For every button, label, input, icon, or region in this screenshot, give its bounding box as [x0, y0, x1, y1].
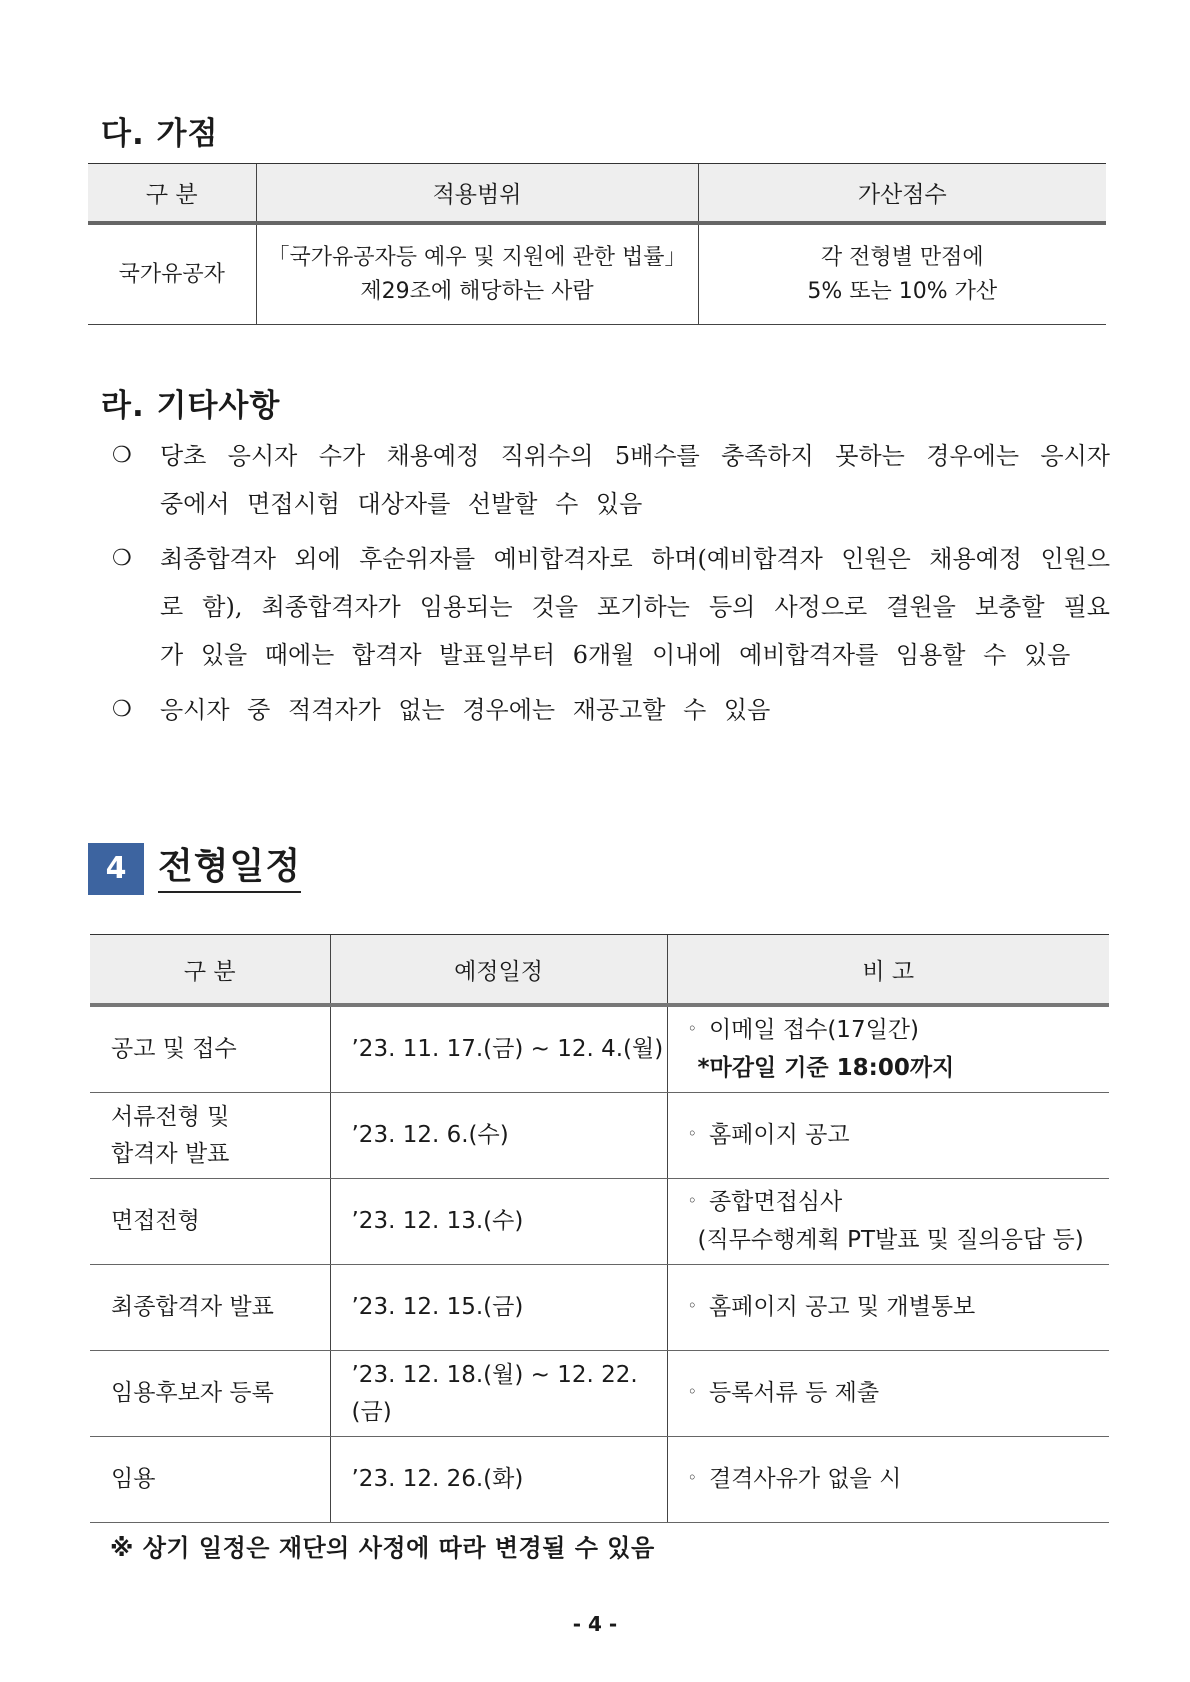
date-cell: ’23. 12. 13.(수) [330, 1179, 667, 1265]
date-cell: ’23. 11. 17.(금) ~ 12. 4.(월) [330, 1005, 667, 1093]
stage-cell: 임용 [90, 1437, 330, 1523]
circle-bullet-icon: ❍ [112, 697, 132, 722]
stage-cell [90, 1093, 330, 1179]
other-matters-list [112, 432, 1110, 741]
scope-line-2: 제29조에 해당하는 사람 [360, 278, 594, 304]
note-cell [667, 1179, 1109, 1265]
points-line-2: 5% 또는 10% 가산 [807, 278, 998, 304]
table-header-row [90, 935, 1109, 1006]
stage-cell: 공고 및 접수 [90, 1005, 330, 1093]
table-row [90, 1437, 1109, 1523]
table-row [88, 223, 1106, 325]
note-cell [667, 1005, 1109, 1093]
table-row [90, 1005, 1109, 1093]
list-item [112, 432, 1110, 528]
small-circle-icon: ◦ [687, 1191, 697, 1210]
small-circle-icon: ◦ [687, 1019, 697, 1038]
stage-line-1: 서류전형 및 [111, 1103, 230, 1130]
table-row [90, 1179, 1109, 1265]
page-number: - 4 - [572, 1612, 618, 1636]
section-number-badge: 4 [88, 843, 144, 895]
list-item [112, 535, 1110, 679]
note-text: 결격사유가 없을 시 [708, 1465, 902, 1492]
date-cell: ’23. 12. 18.(월) ~ 12. 22.(금) [330, 1351, 667, 1437]
bonus-points-table [88, 163, 1106, 325]
section-4-title: 전형일정 [158, 838, 301, 893]
scope-line-1: 「국가유공자등 예우 및 지원에 관한 법률」 [267, 244, 687, 270]
small-circle-icon: ◦ [687, 1467, 697, 1487]
header-category: 구 분 [88, 164, 256, 224]
note-subtext: (직무수행계획 PT발표 및 질의응답 등) [697, 1227, 1084, 1253]
table-header-row [88, 164, 1106, 224]
table-row [90, 1351, 1109, 1437]
schedule-footnote: ※ 상기 일정은 재단의 사정에 따라 변경될 수 있음 [110, 1534, 655, 1562]
table-row [90, 1265, 1109, 1351]
small-circle-icon: ◦ [687, 1381, 697, 1401]
note-cell [667, 1437, 1109, 1523]
note-text: 홈페이지 공고 및 개별통보 [708, 1293, 976, 1320]
schedule-table [90, 934, 1109, 1523]
row-scope [256, 223, 698, 325]
header-stage: 구 분 [90, 935, 330, 1006]
section-c-title: 다. 가점 [101, 116, 219, 152]
stage-cell: 최종합격자 발표 [90, 1265, 330, 1351]
row-category: 국가유공자 [88, 223, 256, 325]
note-cell [667, 1351, 1109, 1437]
header-points: 가산점수 [698, 164, 1106, 224]
stage-cell: 임용후보자 등록 [90, 1351, 330, 1437]
points-line-1: 각 전형별 만점에 [820, 244, 984, 270]
date-cell: ’23. 12. 15.(금) [330, 1265, 667, 1351]
list-item-text: 응시자 중 적격자가 없는 경우에는 재공고할 수 있음 [160, 696, 771, 724]
stage-line-2: 합격자 발표 [111, 1140, 230, 1167]
header-scope: 적용범위 [256, 164, 698, 224]
header-note: 비 고 [667, 935, 1109, 1006]
row-points [698, 223, 1106, 325]
note-text: 등록서류 등 제출 [708, 1379, 880, 1406]
note-cell [667, 1093, 1109, 1179]
note-text: 이메일 접수(17일간) [708, 1017, 919, 1043]
note-text: 홈페이지 공고 [708, 1121, 850, 1148]
section-d-title: 라. 기타사항 [101, 388, 281, 424]
note-subtext: *마감일 기준 18:00까지 [697, 1055, 955, 1081]
date-cell: ’23. 12. 26.(화) [330, 1437, 667, 1523]
date-cell: ’23. 12. 6.(수) [330, 1093, 667, 1179]
small-circle-icon: ◦ [687, 1295, 697, 1315]
header-date: 예정일정 [330, 935, 667, 1006]
note-cell [667, 1265, 1109, 1351]
small-circle-icon: ◦ [687, 1123, 697, 1143]
table-row [90, 1093, 1109, 1179]
list-item-text: 최종합격자 외에 후순위자를 예비합격자로 하며(예비합격자 인원은 채용예정 인원으로 함), 최종합격자가 임용되는 것을 포기하는 등의 사정으로 결원을 보충할 필요가 있을 때에는 합격자 발표일부터 6개월 이내에 예비합격자를 임용할 수 있음 [160, 545, 1110, 669]
list-item [112, 686, 1110, 734]
stage-cell: 면접전형 [90, 1179, 330, 1265]
circle-bullet-icon: ❍ [112, 546, 132, 571]
note-text: 종합면접심사 [708, 1189, 843, 1215]
circle-bullet-icon: ❍ [112, 443, 132, 468]
list-item-text: 당초 응시자 수가 채용예정 직위수의 5배수를 충족하지 못하는 경우에는 응시자 중에서 면접시험 대상자를 선발할 수 있음 [160, 442, 1110, 518]
